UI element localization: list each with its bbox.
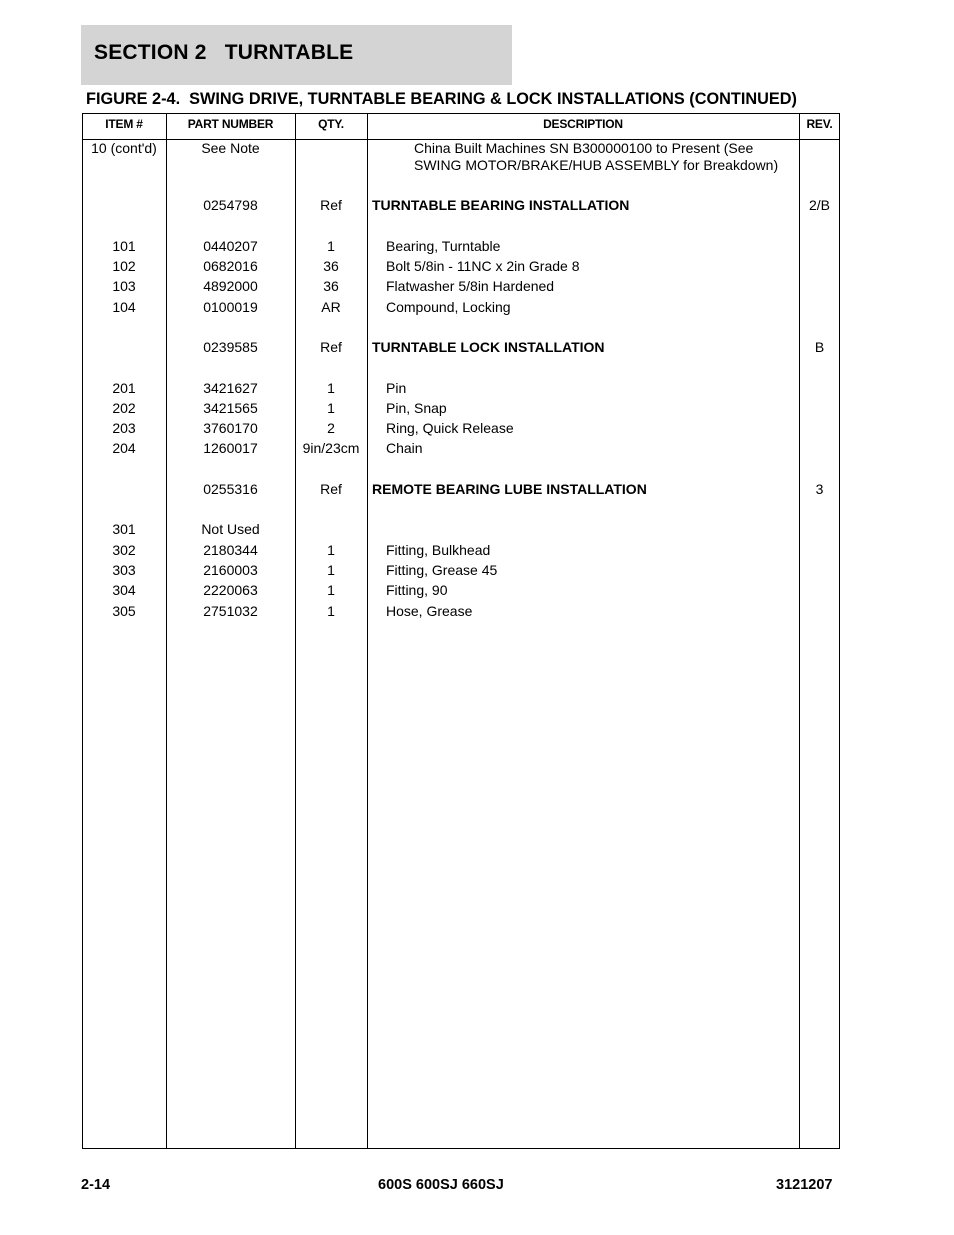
footer-models: 600S 600SJ 660SJ xyxy=(378,1177,504,1193)
row-item-number: 103 xyxy=(112,278,136,294)
row-part-number: Not Used xyxy=(201,521,260,537)
row-description: Bolt 5/8in - 11NC x 2in Grade 8 xyxy=(386,258,580,274)
row-description: Compound, Locking xyxy=(386,299,511,315)
row-item-number: 101 xyxy=(112,238,136,254)
row-quantity: 9in/23cm xyxy=(302,440,360,456)
row-description: TURNTABLE LOCK INSTALLATION xyxy=(372,339,605,355)
row-quantity: 1 xyxy=(327,582,335,598)
row-item-number: 204 xyxy=(112,440,136,456)
row-item-number: 301 xyxy=(112,521,136,537)
row-description: China Built Machines SN B300000100 to Present (See SWING MOTOR/BRAKE/HUB ASSEMBLY for Breakdown) xyxy=(414,140,779,173)
row-part-number: 0239585 xyxy=(203,339,258,355)
row-description: Bearing, Turntable xyxy=(386,238,501,254)
row-quantity: 1 xyxy=(327,603,335,619)
row-description: Pin, Snap xyxy=(386,400,447,416)
row-item-number: 201 xyxy=(112,380,136,396)
row-quantity: 1 xyxy=(327,562,335,578)
row-item-number: 302 xyxy=(112,542,136,558)
row-part-number: 3421565 xyxy=(203,400,258,416)
row-part-number: 3421627 xyxy=(203,380,258,396)
row-item-number: 203 xyxy=(112,420,136,436)
row-quantity: Ref xyxy=(320,481,342,497)
row-item-number: 305 xyxy=(112,603,136,619)
row-description: Flatwasher 5/8in Hardened xyxy=(386,278,555,294)
row-part-number: 4892000 xyxy=(203,278,258,294)
row-description: Hose, Grease xyxy=(386,603,473,619)
column-divider xyxy=(367,113,368,1149)
row-description: Fitting, Grease 45 xyxy=(386,562,498,578)
row-part-number: See Note xyxy=(201,140,260,156)
row-item-number: 104 xyxy=(112,299,136,315)
row-quantity: 1 xyxy=(327,238,335,254)
header-part-number: PART NUMBER xyxy=(187,117,274,131)
row-quantity: 1 xyxy=(327,542,335,558)
section-title: SECTION 2 TURNTABLE xyxy=(94,41,354,64)
row-part-number: 0682016 xyxy=(203,258,258,274)
row-revision: 2/B xyxy=(808,197,830,213)
header-rev: REV. xyxy=(806,117,833,131)
row-part-number: 2160003 xyxy=(203,562,258,578)
row-description: Ring, Quick Release xyxy=(386,420,514,436)
row-part-number: 3760170 xyxy=(203,420,258,436)
row-description: TURNTABLE BEARING INSTALLATION xyxy=(372,197,630,213)
row-quantity: Ref xyxy=(320,339,342,355)
row-description: Pin xyxy=(386,380,407,396)
row-part-number: 2180344 xyxy=(203,542,258,558)
row-part-number: 2220063 xyxy=(203,582,258,598)
row-part-number: 0254798 xyxy=(203,197,258,213)
row-quantity: 36 xyxy=(323,258,339,274)
header-description: DESCRIPTION xyxy=(543,117,623,131)
row-description: Chain xyxy=(386,440,423,456)
row-revision: 3 xyxy=(815,481,824,497)
footer-doc-number: 3121207 xyxy=(776,1177,833,1193)
row-quantity: 36 xyxy=(323,278,339,294)
figure-title: FIGURE 2-4. SWING DRIVE, TURNTABLE BEARING & LOCK INSTALLATIONS (CONTINUED) xyxy=(86,90,797,108)
row-item-number: 303 xyxy=(112,562,136,578)
row-description: REMOTE BEARING LUBE INSTALLATION xyxy=(372,481,647,497)
footer-page-number: 2-14 xyxy=(81,1177,111,1193)
header-qty: QTY. xyxy=(318,117,344,131)
row-description: Fitting, Bulkhead xyxy=(386,542,491,558)
row-part-number: 2751032 xyxy=(203,603,258,619)
row-item-number: 102 xyxy=(112,258,136,274)
row-quantity: 2 xyxy=(327,420,335,436)
row-quantity: 1 xyxy=(327,380,335,396)
row-part-number: 1260017 xyxy=(203,440,258,456)
row-quantity: Ref xyxy=(320,197,342,213)
row-part-number: 0255316 xyxy=(203,481,258,497)
row-description: Fitting, 90 xyxy=(386,582,448,598)
row-item-number: 304 xyxy=(112,582,136,598)
row-quantity: AR xyxy=(321,299,341,315)
row-item-number: 202 xyxy=(112,400,136,416)
header-item: ITEM # xyxy=(105,117,143,131)
row-revision: B xyxy=(814,339,825,355)
row-part-number: 0100019 xyxy=(203,299,258,315)
row-quantity: 1 xyxy=(327,400,335,416)
row-item-number: 10 (cont'd) xyxy=(91,140,157,156)
row-part-number: 0440207 xyxy=(203,238,258,254)
